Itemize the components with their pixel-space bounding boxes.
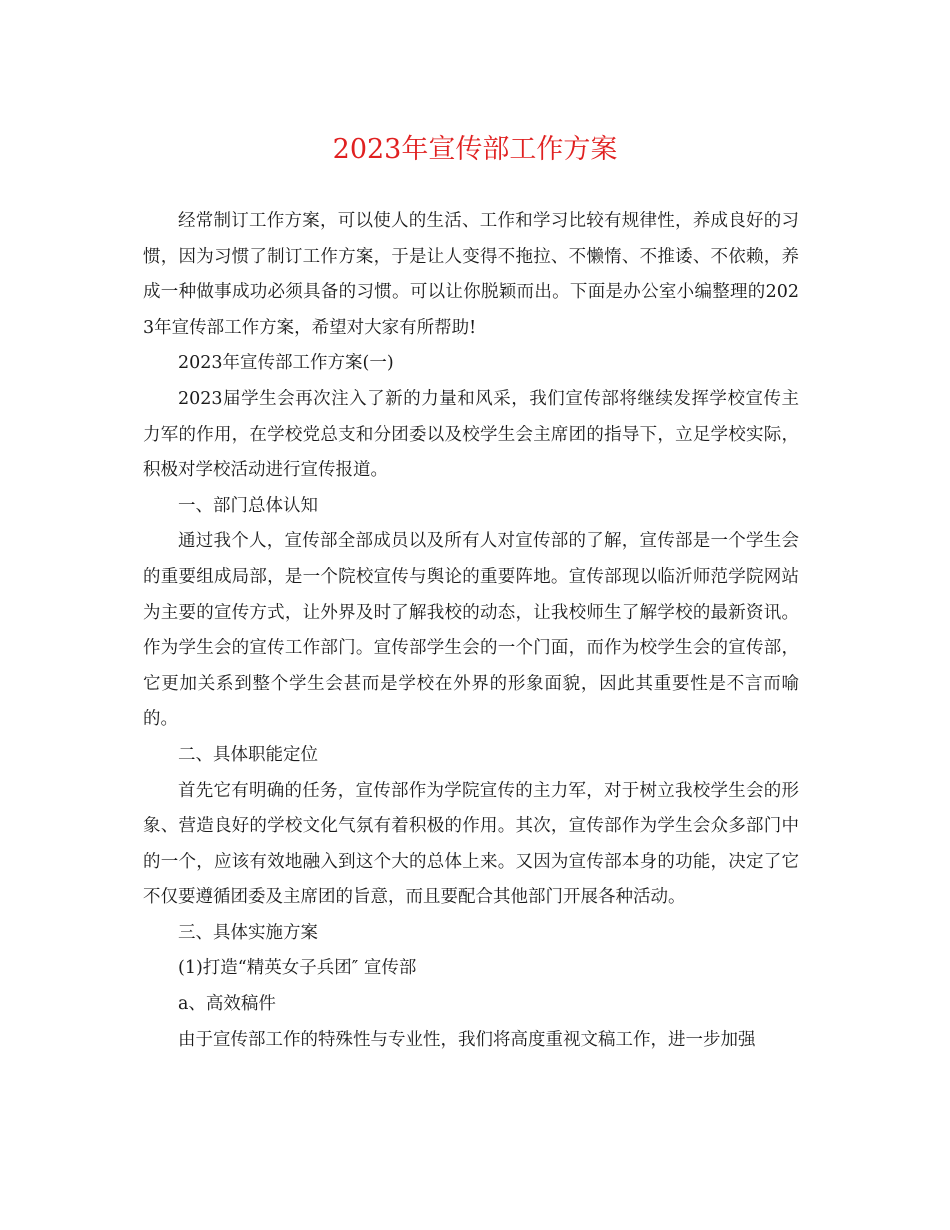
plan-one-intro-paragraph: 2023届学生会再次注入了新的力量和风采，我们宣传部将继续发挥学校宣传主力军的作用，在学校党总支和分团委以及校学生会主席团的指导下，立足学校实际，积极对学校活动进行宣传报道。 (143, 388, 799, 481)
heading-department-overview: 一、部门总体认知 (178, 495, 318, 516)
section-heading-plan-one: 2023年宣传部工作方案(一) (178, 353, 394, 374)
intro-paragraph: 经常制订工作方案，可以使人的生活、工作和学习比较有规律性，养成良好的习惯，因为习惯了制订工作方案，于是让人变得不拖拉、不懒惰、不推诿、不依赖，养成一种做事成功必须具备的习惯。可以让你脱颖而出。下面是办公室小编整理的2023年宣传部工作方案，希望对大家有所帮助! (143, 211, 799, 338)
subheading-elite-team: (1)打造“精英女子兵团″ 宣传部 (178, 958, 417, 979)
function-positioning-paragraph: 首先它有明确的任务，宣传部作为学院宣传的主力军，对于树立我校学生会的形象、营造良好的学校文化气氛有着积极的作用。其次，宣传部作为学生会众多部门中的一个，应该有效地融入到这个大的总体上来。又因为宣传部本身的功能，决定了它不仅要遵循团委及主席团的旨意，而且要配合其他部门开展各种活动。 (143, 780, 799, 908)
subheading-efficient-manuscripts: a、高效稿件 (178, 994, 276, 1015)
manuscripts-paragraph: 由于宣传部工作的特殊性与专业性，我们将高度重视文稿工作，进一步加强 (178, 1029, 756, 1050)
heading-function-positioning: 二、具体职能定位 (178, 744, 318, 765)
document-body (143, 204, 799, 1058)
document-title: 2023年宣传部工作方案 (332, 134, 618, 165)
department-overview-paragraph: 通过我个人，宣传部全部成员以及所有人对宣传部的了解，宣传部是一个学生会的重要组成局部，是一个院校宣传与舆论的重要阵地。宣传部现以临沂师范学院网站为主要的宣传方式，让外界及时了解我校的动态，让我校师生了解学校的最新资讯。作为学生会的宣传工作部门。宣传部学生会的一个门面，而作为校学生会的宣传部，它更加关系到整个学生会甚而是学校在外界的形象面貌，因此其重要性是不言而喻的。 (143, 531, 799, 730)
heading-implementation-plan: 三、具体实施方案 (178, 922, 318, 943)
